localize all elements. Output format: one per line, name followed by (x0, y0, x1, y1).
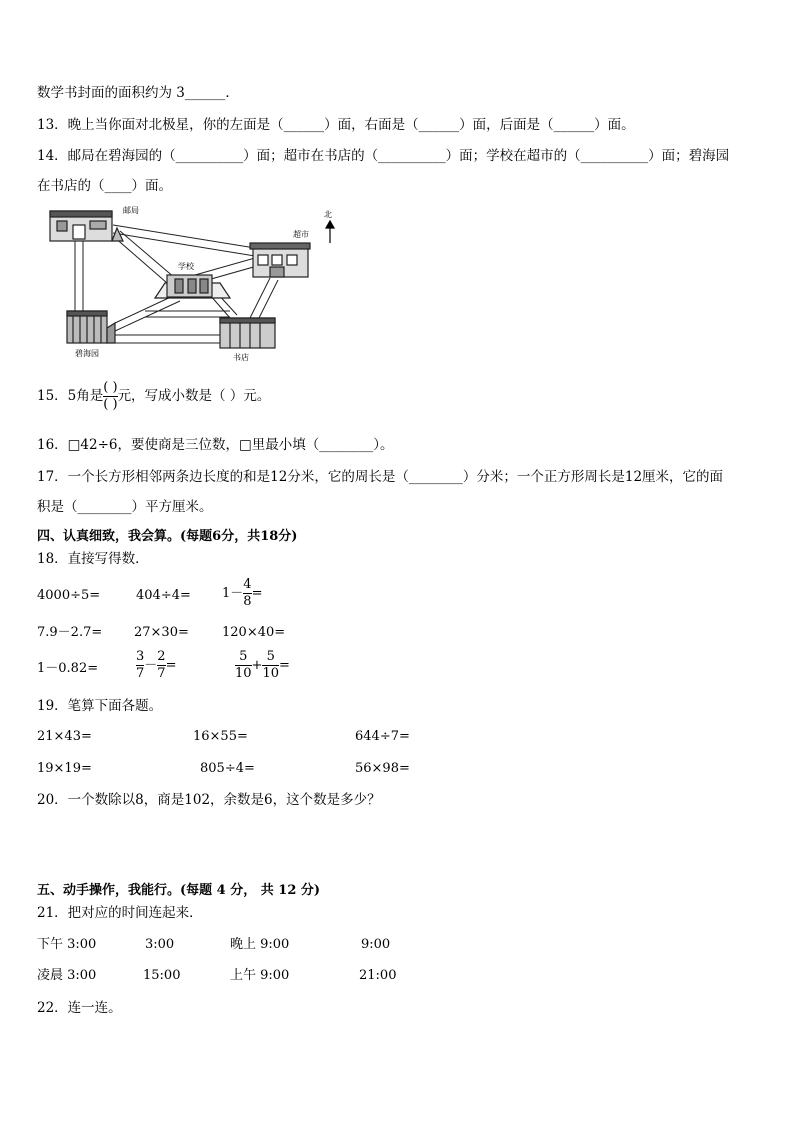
time-r1c3: 晚上 9:00 (230, 937, 290, 952)
calc18-r1c2: 404÷4= (136, 588, 191, 603)
time-r2c3: 上午 9:00 (230, 968, 290, 983)
calc18-r1c3-den: 8 (243, 594, 252, 609)
calc18-r3c3-op: + (251, 658, 263, 673)
calc18-r3c3-post: = (279, 658, 290, 673)
label-school: 学校 (178, 262, 194, 271)
calc18-r3c3-frac1 (235, 650, 252, 681)
calc18-r1c3-pre: 1－ (222, 586, 244, 601)
calc19-r1c3: 644÷7= (355, 729, 410, 744)
question-20: 20．一个数除以8，商是102，余数是6，这个数是多少？ (37, 792, 381, 808)
calc18-r3c2-d1: 7 (136, 666, 145, 681)
time-r2c4: 21:00 (359, 968, 397, 983)
calc18-r1c3 (222, 578, 262, 609)
calc18-r3c3-d2: 10 (262, 666, 279, 681)
q15-fraction (103, 381, 117, 412)
calc18-r3c3-n1: 5 (239, 649, 248, 664)
north-arrow (326, 221, 334, 243)
label-post-office: 邮局 (123, 206, 139, 215)
section-5-heading: 五、动手操作，我能行。(每题 4 分， 共 12 分) (37, 883, 321, 898)
time-r1c4: 9:00 (361, 937, 391, 952)
calc18-r3c2 (136, 650, 176, 681)
question-14-line2: 在书店的（____）面。 (37, 178, 172, 194)
bihaiyuan-building (67, 311, 115, 343)
question-18: 18．直接写得数． (37, 551, 149, 567)
calc18-r3c3-d1: 10 (235, 666, 252, 681)
calc18-r3c3-n2: 5 (266, 649, 275, 664)
calc19-r1c1: 21×43= (37, 729, 92, 744)
q12-tail: 数学书封面的面积约为 3______． (37, 85, 239, 101)
question-19: 19．笔算下面各题。 (37, 698, 163, 714)
calc19-r1c2: 16×55= (193, 729, 248, 744)
question-15 (37, 381, 270, 412)
q15-numerator: ( ) (103, 380, 118, 395)
question-22: 22．连一连。 (37, 1000, 122, 1016)
calc18-r3c2-n1: 3 (136, 649, 145, 664)
label-bookstore: 书店 (233, 353, 249, 362)
question-13: 13．晚上当你面对北极星，你的左面是（______）面，右面是（______）面，后面是（______）面。 (37, 117, 635, 133)
label-bihaiyuan: 碧海园 (75, 349, 99, 358)
calc18-r1c3-num: 4 (243, 577, 252, 592)
calc18-r3c2-frac2 (157, 650, 165, 681)
calc18-r3c3 (235, 650, 290, 681)
time-r2c2: 15:00 (143, 968, 181, 983)
direction-map (45, 203, 355, 363)
calc18-r3c2-d2: 7 (157, 666, 166, 681)
calc18-r1c1: 4000÷5= (37, 588, 101, 603)
label-supermarket: 超市 (293, 230, 309, 239)
school-building (155, 275, 230, 298)
calc18-r3c2-post: = (165, 658, 177, 673)
calc19-r2c1: 19×19= (37, 761, 92, 776)
calc18-r1c3-fraction (243, 578, 251, 609)
calc18-r3c1: 1－0.82= (37, 661, 99, 676)
question-16: 16．□42÷6，要使商是三位数，□里最小填（________）。 (37, 437, 394, 453)
q15-denominator: ( ) (103, 397, 118, 412)
bookstore-building (220, 318, 275, 348)
question-17-line1: 17．一个长方形相邻两条边长度的和是12分米，它的周长是（________）分米；一个正方形周长是12厘米，它的面 (37, 469, 724, 485)
calc19-r2c3: 56×98= (355, 761, 410, 776)
calc18-r2c3: 120×40= (222, 625, 286, 640)
calc18-r2c1: 7.9－2.7= (37, 625, 103, 640)
time-r2c1: 凌晨 3:00 (37, 968, 97, 983)
question-17-line2: 积是（________）平方厘米。 (37, 499, 213, 515)
post-office-building (50, 211, 123, 241)
calc18-r3c2-op: － (144, 658, 158, 673)
q15-suffix: 元，写成小数是（ ）元。 (117, 388, 271, 404)
section-4-heading: 四、认真细致，我会算。(每题6分，共18分) (37, 529, 298, 544)
calc19-r2c2: 805÷4= (200, 761, 255, 776)
label-north: 北 (324, 210, 332, 219)
supermarket-building (250, 243, 310, 277)
time-r1c2: 3:00 (145, 937, 175, 952)
time-r1c1: 下午 3:00 (37, 937, 97, 952)
calc18-r1c3-post: = (251, 586, 263, 601)
question-14-line1: 14．邮局在碧海园的（__________）面；超市在书店的（__________）面；学校在超市的（__________）面；碧海园 (37, 148, 730, 164)
q15-prefix: 15．5角是 (37, 388, 104, 404)
question-21: 21．把对应的时间连起来． (37, 905, 203, 921)
calc18-r3c3-frac2 (262, 650, 279, 681)
calc18-r2c2: 27×30= (134, 625, 189, 640)
calc18-r3c2-n2: 2 (157, 649, 166, 664)
